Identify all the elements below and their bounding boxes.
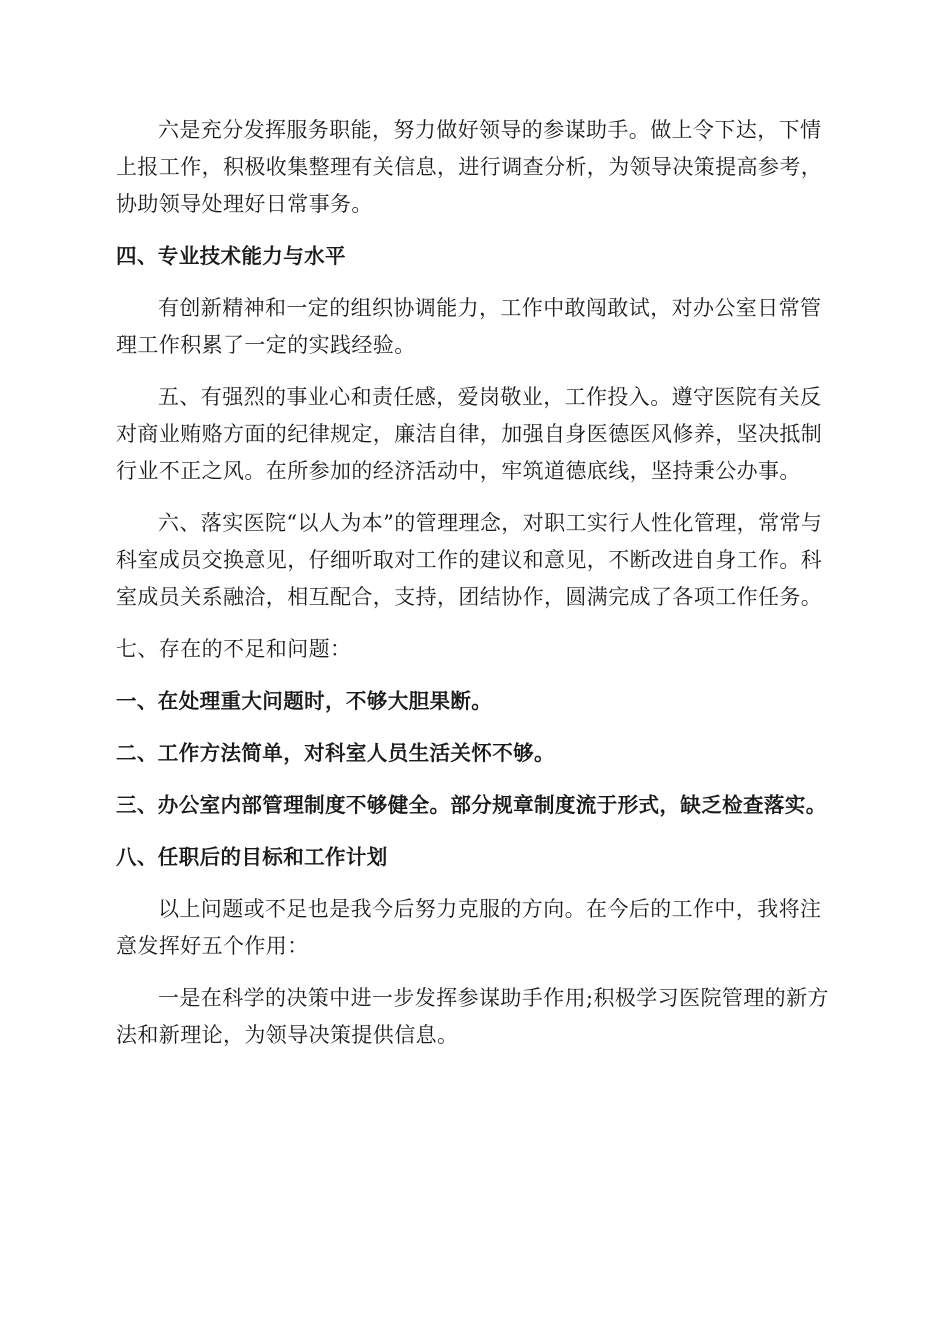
shortcoming-item-2: 二、工作方法简单，对科室人员生活关怀不够。 (116, 741, 555, 765)
paragraph-dedication: 五、有强烈的事业心和责任感，爱岗敬业，工作投入。遵守医院有关反对商业贿赂方面的纪律规定，廉洁自律，加强自身医德医风修养，坚决抵制行业不正之风。在所参加的经济活动中，牢筑道德底线，坚持秉公办事。 (116, 385, 823, 483)
paragraph-role-one: 一是在科学的决策中进一步发挥参谋助手作用;积极学习医院管理的新方法和新理论，为领导决策提供信息。 (116, 986, 829, 1047)
heading-professional-ability: 四、专业技术能力与水平 (116, 244, 346, 268)
paragraph-service-function: 六是充分发挥服务职能，努力做好领导的参谋助手。做上令下达，下情上报工作，积极收集整理有关信息，进行调查分析，为领导决策提高参考，协助领导处理好日常事务。 (116, 118, 823, 216)
heading-goals-plan: 八、任职后的目标和工作计划 (116, 845, 388, 869)
section-shortcomings: 七、存在的不足和问题： (116, 637, 352, 661)
shortcoming-item-1: 一、在处理重大问题时，不够大胆果断。 (116, 689, 493, 713)
paragraph-innovation: 有创新精神和一定的组织协调能力，工作中敢闯敢试，对办公室日常管理工作积累了一定的实践经验。 (116, 296, 822, 357)
shortcoming-item-3: 三、办公室内部管理制度不够健全。部分规章制度流于形式，缺乏检查落实。 (116, 793, 827, 817)
paragraph-people-oriented: 六、落实医院“以人为本”的管理理念，对职工实行人性化管理，常常与科室成员交换意见，仔细听取对工作的建议和意见，不断改进自身工作。科室成员关系融洽，相互配合，支持，团结协作，圆满完成了各项工作任务。 (116, 511, 823, 609)
paragraph-improvement-direction: 以上问题或不足也是我今后努力克服的方向。在今后的工作中，我将注意发挥好五个作用： (116, 897, 822, 958)
document-body (116, 112, 834, 1069)
